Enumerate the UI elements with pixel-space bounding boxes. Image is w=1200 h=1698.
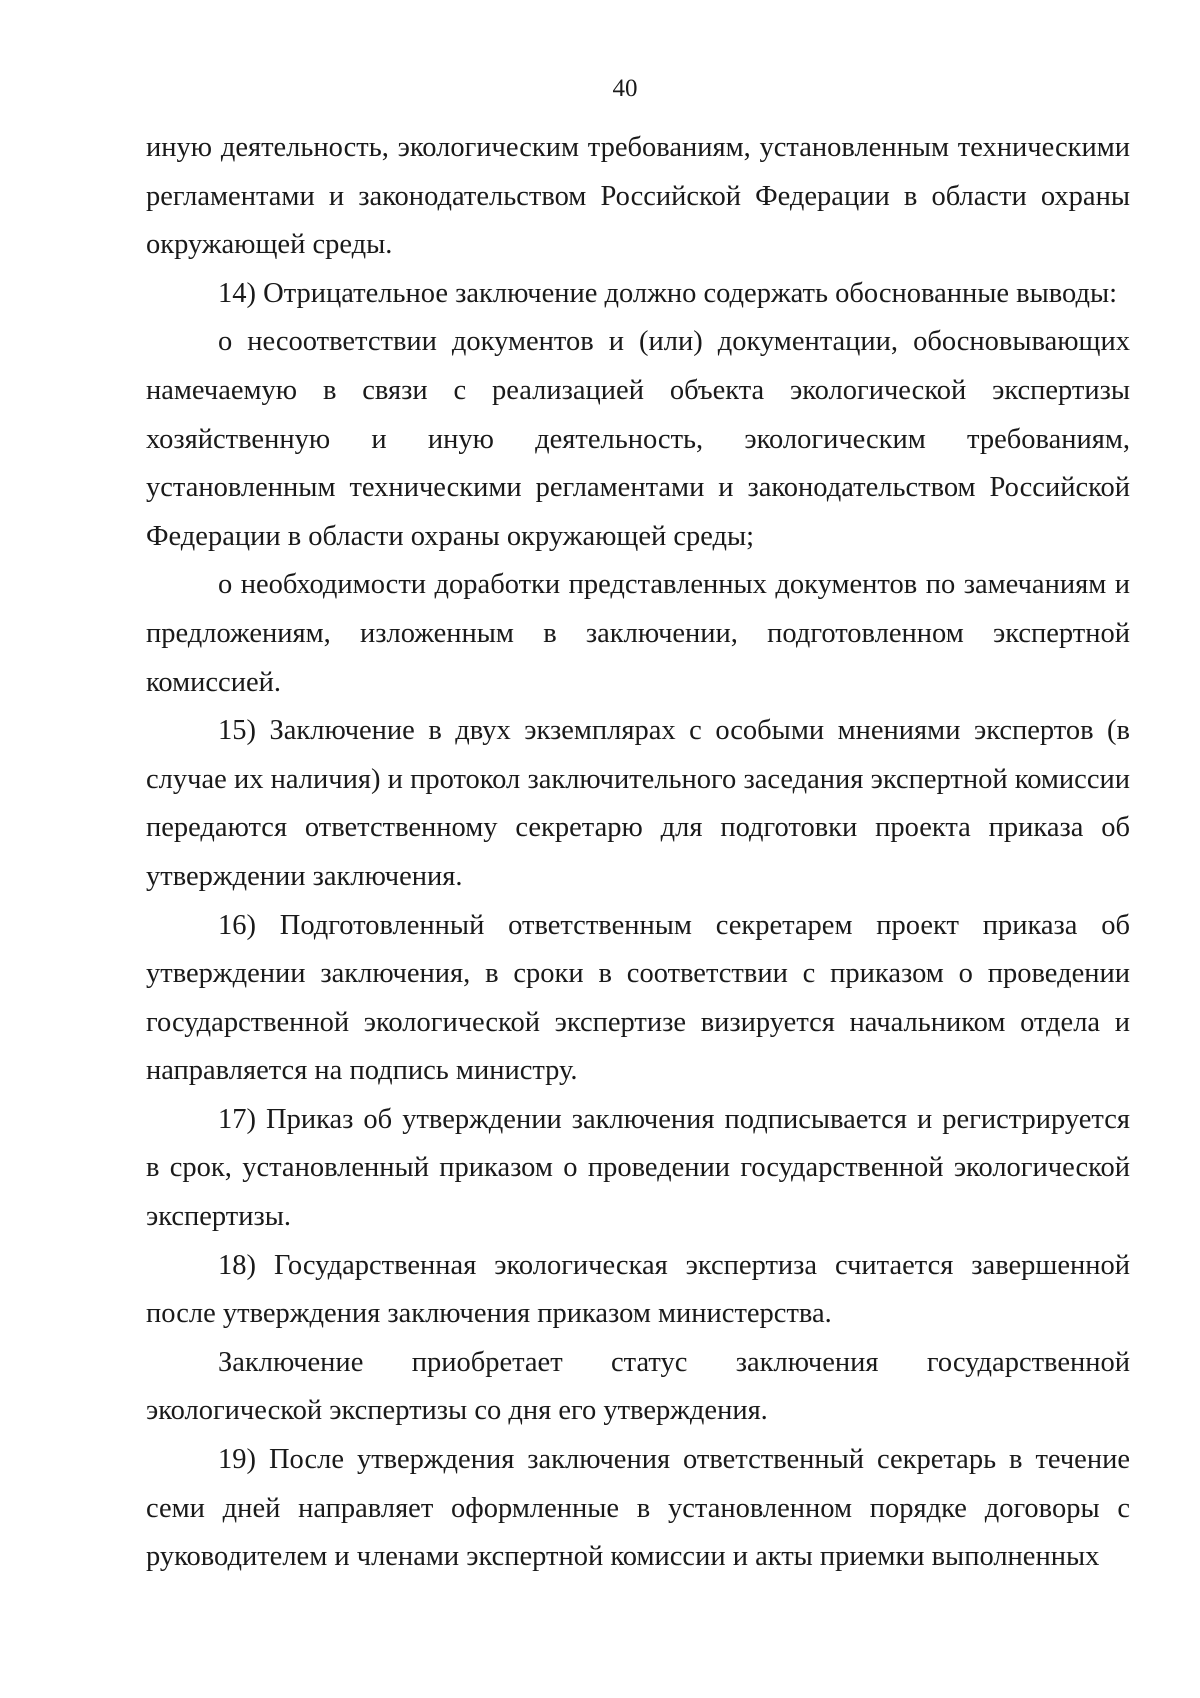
- paragraph-item-16: 16) Подготовленный ответственным секретарем проект приказа об утверждении заключения, в сроки в соответствии с приказом о проведении государственной экологической экспертизе визируется начальником отдела и направляется на подпись министру.: [146, 909, 1130, 1087]
- paragraph-item-14: 14) Отрицательное заключение должно содержать обоснованные выводы:: [218, 277, 1118, 309]
- paragraph-continuation: иную деятельность, экологическим требованиям, установленным техническими регламентами и законодательством Российской Федерации в области охраны окружающей среды.: [146, 132, 1130, 261]
- document-body: [146, 124, 1130, 1582]
- paragraph-item-14-nonconformity: о несоответствии документов и (или) документации, обосновывающих намечаемую в связи с реализацией объекта экологической экспертизы хозяйственную и иную деятельность, экологическим требованиям, установленным техническими регламентами и законодательством Российской Федерации в области охраны окружающей среды;: [146, 326, 1130, 552]
- paragraph-item-14-revision: о необходимости доработки представленных документов по замечаниям и предложениям, изложенным в заключении, подготовленном экспертной комиссией.: [146, 569, 1130, 698]
- page-number: 40: [612, 75, 638, 102]
- paragraph-item-19: 19) После утверждения заключения ответственный секретарь в течение семи дней направляет оформленные в установленном порядке договоры с руководителем и членами экспертной комиссии и акты приемки выполненных: [146, 1444, 1130, 1573]
- paragraph-item-15: 15) Заключение в двух экземплярах с особыми мнениями экспертов (в случае их наличия) и протокол заключительного заседания экспертной комиссии передаются ответственному секретарю для подготовки проекта приказа об утверждении заключения.: [146, 715, 1130, 892]
- paragraph-item-18: 18) Государственная экологическая экспертиза считается завершенной после утверждения заключения приказом министерства.: [146, 1249, 1130, 1330]
- paragraph-item-18-status: Заключение приобретает статус заключения государственной экологической экспертизы со дня его утверждения.: [146, 1346, 1130, 1427]
- paragraph-item-17: 17) Приказ об утверждении заключения подписывается и регистрируется в срок, установленный приказом о проведении государственной экологической экспертизы.: [146, 1103, 1130, 1233]
